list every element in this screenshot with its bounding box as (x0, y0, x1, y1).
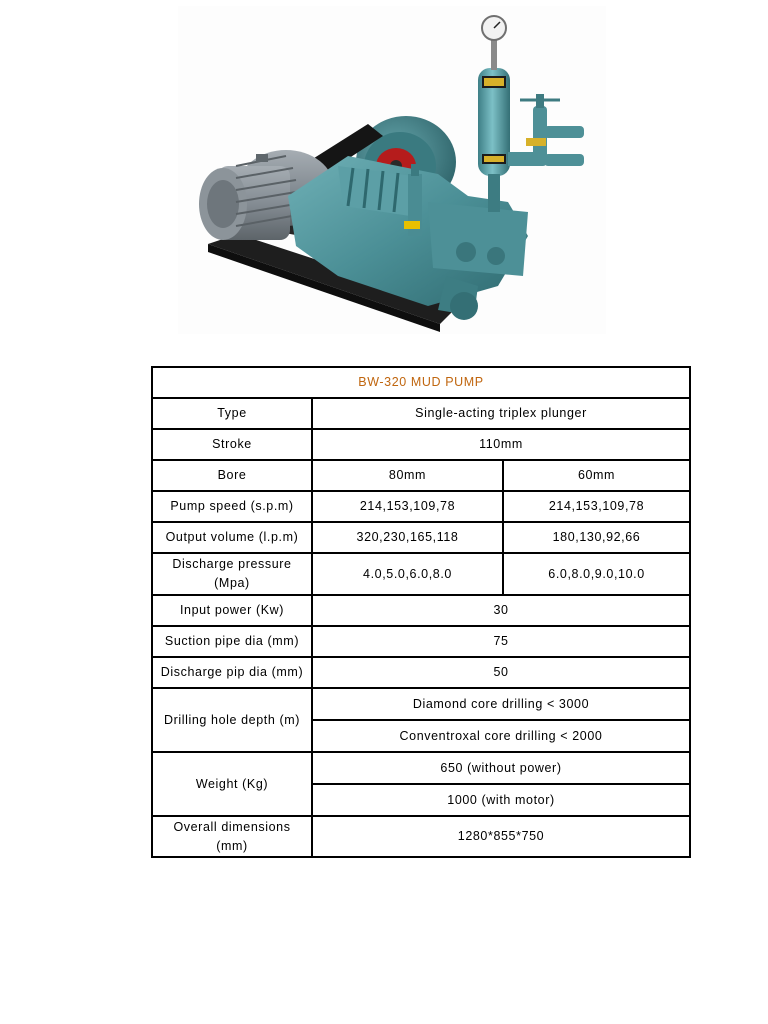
type-value: Single-acting triplex plunger (312, 398, 690, 429)
table-row (152, 522, 690, 553)
output-value-b: 180,130,92,66 (503, 522, 690, 553)
suction-value: 75 (312, 626, 690, 657)
weight-value-a: 650 (without power) (312, 752, 690, 784)
depth-value-a: Diamond core drilling < 3000 (312, 688, 690, 720)
depth-label: Drilling hole depth (m) (152, 688, 312, 752)
bore-label: Bore (152, 460, 312, 491)
table-row (152, 398, 690, 429)
table-row (152, 429, 690, 460)
pressure-value-b: 6.0,8.0,9.0,10.0 (503, 553, 690, 595)
table-row (152, 657, 690, 688)
table-row (152, 491, 690, 522)
power-label: Input power (Kw) (152, 595, 312, 626)
suction-label: Suction pipe dia (mm) (152, 626, 312, 657)
speed-value-b: 214,153,109,78 (503, 491, 690, 522)
table-row (152, 752, 690, 784)
power-value: 30 (312, 595, 690, 626)
depth-value-b: Conventroxal core drilling < 2000 (312, 720, 690, 752)
table-row (152, 626, 690, 657)
stroke-label: Stroke (152, 429, 312, 460)
table-row (152, 553, 690, 595)
table-row (152, 688, 690, 720)
pressure-value-a: 4.0,5.0,6.0,8.0 (312, 553, 503, 595)
table-row (152, 595, 690, 626)
dims-value: 1280*855*750 (312, 816, 690, 857)
stroke-value: 110mm (312, 429, 690, 460)
type-label: Type (152, 398, 312, 429)
table-row (152, 816, 690, 857)
mud-pump-photo (178, 6, 606, 334)
bore-value-b: 60mm (503, 460, 690, 491)
spec-table (151, 366, 691, 858)
pressure-label: Discharge pressure (Mpa) (152, 553, 312, 595)
table-row (152, 460, 690, 491)
bore-value-a: 80mm (312, 460, 503, 491)
table-row (152, 367, 690, 398)
mud-pump-illustration (178, 6, 606, 334)
discharge-label: Discharge pip dia (mm) (152, 657, 312, 688)
table-title: BW-320 MUD PUMP (152, 367, 690, 398)
weight-value-b: 1000 (with motor) (312, 784, 690, 816)
discharge-value: 50 (312, 657, 690, 688)
speed-value-a: 214,153,109,78 (312, 491, 503, 522)
dims-label: Overall dimensions (mm) (152, 816, 312, 857)
output-label: Output volume (l.p.m) (152, 522, 312, 553)
output-value-a: 320,230,165,118 (312, 522, 503, 553)
speed-label: Pump speed (s.p.m) (152, 491, 312, 522)
weight-label: Weight (Kg) (152, 752, 312, 816)
